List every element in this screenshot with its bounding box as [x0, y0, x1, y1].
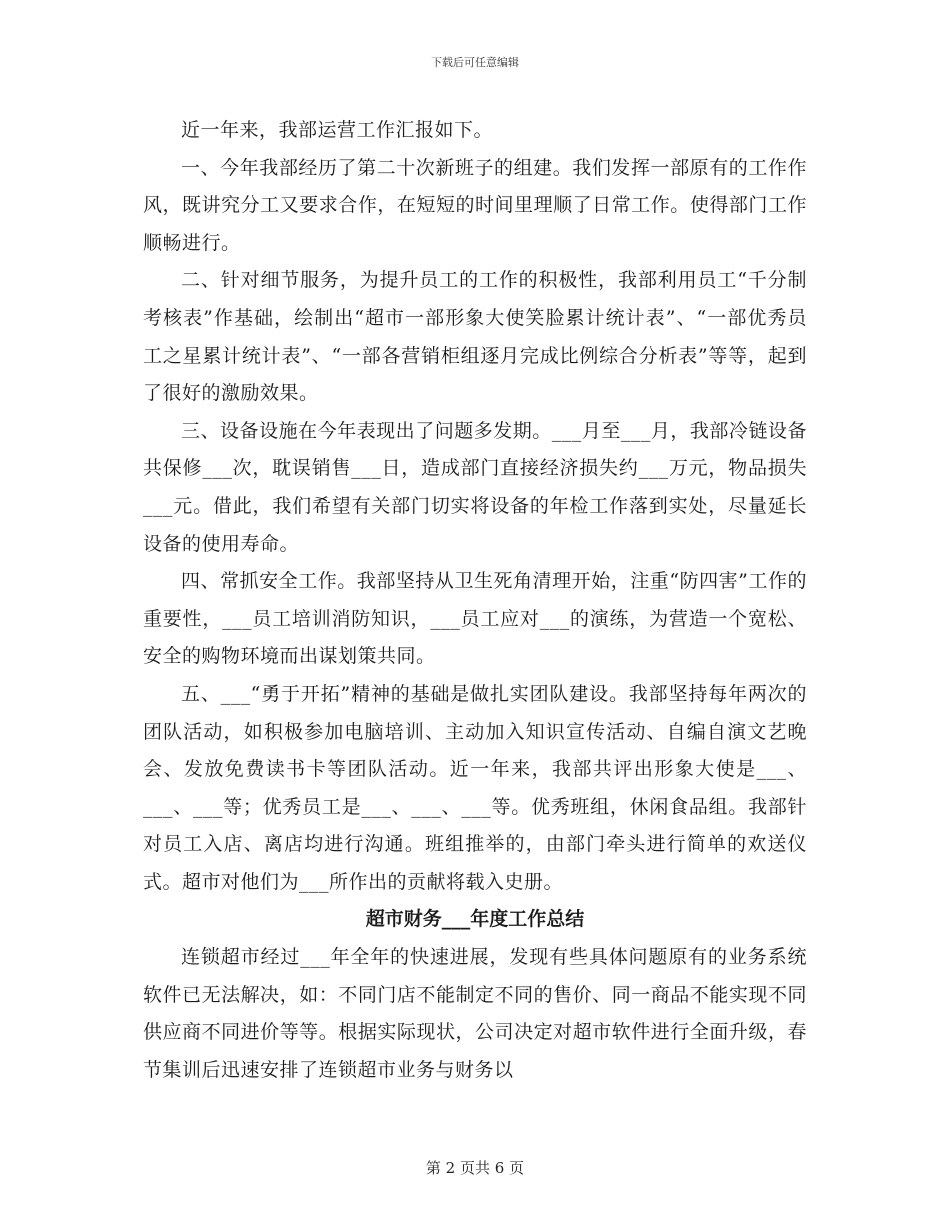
- paragraph-2: 二、针对细节服务，为提升员工的工作的积极性，我部利用员工“千分制考核表”作基础，绘制出“超市一部形象大使笑脸累计统计表”、“一部优秀员工之星累计统计表”、“一部各营销柜组逐月完成比例综合分析表”等等，起到了很好的激励效果。: [143, 269, 807, 405]
- paragraph-4: 四、常抓安全工作。我部坚持从卫生死角清理开始，注重“防四害”工作的重要性，___员工培训消防知识，___员工应对___的演练，为营造一个宽松、安全的购物环境而出谋划策共同。: [143, 570, 807, 668]
- paragraph-3: 三、设备设施在今年表现出了问题多发期。___月至___月，我部冷链设备共保修___次，耽误销售___日，造成部门直接经济损失约___万元，物品损失___元。借此，我们希望有关部门切实将设备的年检工作落到实处，尽量延长设备的使用寿命。: [143, 419, 807, 555]
- section-title: 超市财务___年度工作总结: [365, 908, 585, 931]
- paragraph-5: 五、___“勇于开拓”精神的基础是做扎实团队建设。我部坚持每年两次的团队活动，如积极参加电脑培训、主动加入知识宣传活动、自编自演文艺晚会、发放免费读书卡等团队活动。近一年来，我部共评出形象大使是___、___、___等；优秀员工是___、___、___等。优秀班组，休闲食品组。我部针对员工入店、离店均进行沟通。班组推举的，由部门牵头进行简单的欢送仪式。超市对他们为___所作出的贡献将载入史册。: [143, 682, 807, 893]
- document-body: [143, 112, 807, 1089]
- section-paragraph: 连锁超市经过___年全年的快速进展，发现有些具体问题原有的业务系统软件已无法解决，如：不同门店不能制定不同的售价、同一商品不能实现不同供应商不同进价等等。根据实际现状，公司决定对超市软件进行全面升级，春节集训后迅速安排了连锁超市业务与财务以: [143, 946, 807, 1081]
- paragraph-1: 一、今年我部经历了第二十次新班子的组建。我们发挥一部原有的工作作风，既讲究分工又要求合作，在短短的时间里理顺了日常工作。使得部门工作顺畅进行。: [143, 156, 807, 254]
- page-footer: 第 2 页共 6 页: [425, 1159, 525, 1177]
- page-header: 下载后可任意编辑: [431, 56, 519, 69]
- paragraph-intro: 近一年来，我部运营工作汇报如下。: [181, 119, 494, 141]
